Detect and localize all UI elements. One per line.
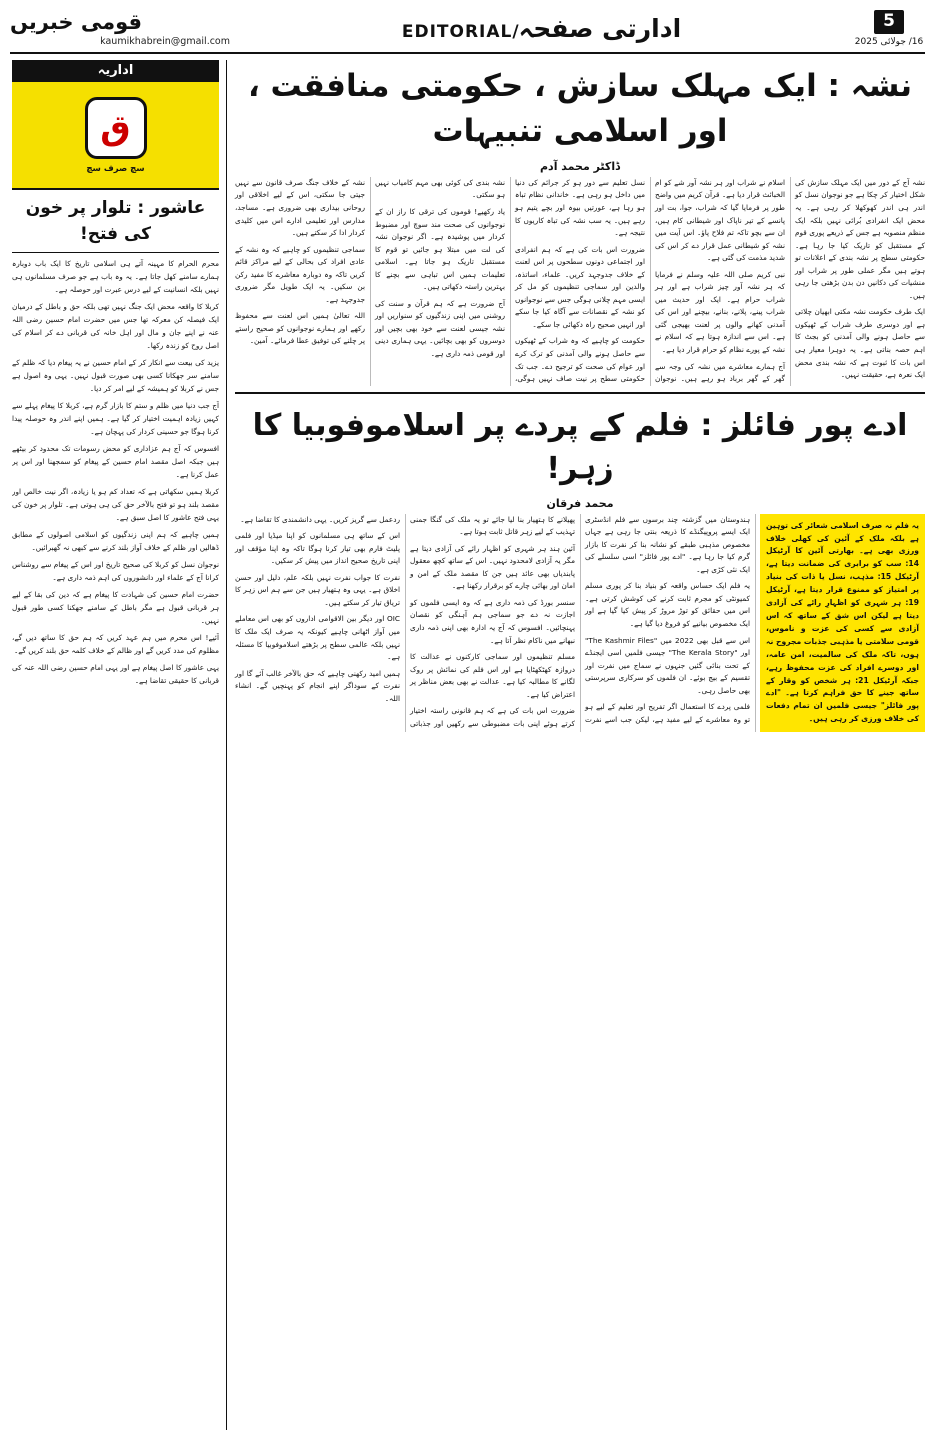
main-column xyxy=(235,60,925,1430)
masthead xyxy=(10,8,925,54)
paragraph: اسلام نے شراب اور ہر نشہ آور شے کو ام الخبائث قرار دیا ہے۔ قرآن کریم میں واضح طور پر فرمایا گیا کہ شراب، جوا، بت اور پانسے کے تیر ناپاک اور شیطانی کام ہیں، ان سے بچو تاکہ تم فلاح پاؤ۔ اس آیت میں نشہ کو شیطانی عمل قرار دے کر اس کی شدید مذمت کی گئی ہے۔ xyxy=(655,177,785,263)
page-number: 5 xyxy=(874,10,904,34)
section-title xyxy=(230,14,853,43)
paragraph: فلمی پردے کا استعمال اگر تفریح اور تعلیم کے لیے ہو تو وہ معاشرے کے لیے مفید ہے، لیکن جب اسے نفرت پھیلانے کا ہتھیار بنا لیا جائے تو یہ ملک کی گنگا جمنی تہذیب کے لیے زہر قاتل ثابت ہوتا ہے۔ xyxy=(410,514,750,724)
page-badge xyxy=(853,10,925,47)
page-body xyxy=(10,60,925,1430)
paragraph: حکومت کو چاہیے کہ وہ شراب کے ٹھیکوں سے حاصل ہونے والی آمدنی کو ترک کرے اور عوام کی صحت کو ترجیح دے۔ جب تک حکومتی سطح پر نیت صاف نہیں ہوگی، نشہ بندی کی کوئی بھی مہم کامیاب نہیں ہو سکتی۔ xyxy=(375,177,645,384)
paragraph: آئین ہند ہر شہری کو اظہار رائے کی آزادی دیتا ہے مگر یہ آزادی لامحدود نہیں۔ اس کے ساتھ کچھ معقول پابندیاں بھی عائد ہیں جن کا مقصد ملک کے امن و امان اور بھائی چارے کو برقرار رکھنا ہے۔ xyxy=(410,543,575,591)
paragraph: آج ضرورت ہے کہ ہم قرآن و سنت کی روشنی میں اپنی زندگیوں کو سنواریں اور نشہ جیسی لعنت سے خود بھی بچیں اور دوسروں کو بھی بچائیں۔ یہی ہماری دینی اور قومی ذمہ داری ہے۔ xyxy=(375,298,505,358)
paragraph: آج ہمارے معاشرے میں نشہ کی وجہ سے گھر کے گھر برباد ہو رہے ہیں۔ نوجوان نسل تعلیم سے دور ہو کر جرائم کی دنیا میں داخل ہو رہی ہے۔ خاندانی نظام تباہ ہو رہا ہے، عورتیں بیوہ اور بچے یتیم ہو رہے ہیں۔ یہ سب نشہ کی تباہ کاریوں کا نتیجہ ہے۔ xyxy=(515,177,785,384)
section-title-separator: / xyxy=(512,21,519,42)
paragraph: نشہ آج کے دور میں ایک مہلک سازش کی شکل اختیار کر چکا ہے جو نوجوان نسل کو اندر ہی اندر کھوکھلا کر رہی ہے۔ یہ محض ایک انفرادی بُرائی نہیں بلکہ ایک منظم منصوبہ ہے جس کے ذریعے پوری قوم کے مستقبل کو تاریک کیا جا رہا ہے۔ حکومتی سطح پر نشہ بندی کے اعلانات تو ہوتے ہیں مگر عملی طور پر شراب اور منشیات کی دکانیں دن بدن بڑھتی جا رہی ہیں۔ xyxy=(795,177,925,300)
paragraph: سماجی تنظیموں کو چاہیے کہ وہ نشہ کے عادی افراد کی بحالی کے لیے مراکز قائم کریں تاکہ وہ دوبارہ معاشرے کا مفید رکن بن سکیں۔ یہ ایک طویل مگر ضروری جدوجہد ہے۔ xyxy=(235,244,365,304)
editorial-column xyxy=(12,60,227,1430)
editorial-section-label: اداریہ xyxy=(12,60,219,82)
paragraph: یزید کی بیعت سے انکار کر کے امام حسین نے یہ پیغام دیا کہ ظلم کے سامنے سر جھکانا کسی بھی صورت قبول نہیں۔ یہی وہ اصول ہے جس نے کربلا کو ہمیشہ کے لیے امر کر دیا۔ xyxy=(12,357,219,393)
paragraph: ایک طرف حکومت نشہ مکتی ابھیان چلاتی ہے اور دوسری طرف شراب کے ٹھیکوں سے حاصل ہونے والی آمدنی کو بجٹ کا اہم حصہ بناتی ہے۔ یہ دوہرا معیار ہی اس بات کا ثبوت ہے کہ نشہ بندی محض ایک نعرہ ہے، حقیقت نہیں۔ xyxy=(795,307,925,380)
contact-email: kaumikhabrein@gmail.com xyxy=(100,35,230,47)
article-drugs-body xyxy=(235,177,925,386)
article-film-body xyxy=(235,514,925,733)
section-title-english: EDITORIAL xyxy=(401,21,513,42)
paragraph: آج جب دنیا میں ظلم و ستم کا بازار گرم ہے، کربلا کا پیغام پہلے سے کہیں زیادہ اہمیت اختیار کر گیا ہے۔ ہمیں اپنے اندر وہ حوصلہ پیدا کرنا ہوگا جو حسینی کردار کی پہچان ہے۔ xyxy=(12,400,219,436)
paragraph: افسوس کہ آج ہم عزاداری کو محض رسومات تک محدود کر بیٹھے ہیں جبکہ اصل مقصد امام حسین کے پیغام کو سمجھنا اور اس پر عمل کرنا ہے۔ xyxy=(12,443,219,479)
brand-name: قومی خبریں xyxy=(10,9,143,34)
paragraph: نوجوان نسل کو کربلا کی صحیح تاریخ اور اس کے پیغام سے روشناس کرانا آج کے علماء اور دانشوروں کی اہم ذمہ داری ہے۔ xyxy=(12,559,219,582)
brand-logo-letter: ق xyxy=(100,107,131,148)
article-film xyxy=(235,400,925,739)
paragraph: نفرت کا جواب نفرت نہیں بلکہ علم، دلیل اور حسن اخلاق ہے۔ یہی وہ ہتھیار ہیں جن سے ہم اس زہر کا تریاق تیار کر سکتے ہیں۔ xyxy=(235,572,400,607)
article-film-highlight-box: یہ فلم نہ صرف اسلامی شعائر کی توہین ہے بلکہ ملک کے آئین کی کھلی خلاف ورزی بھی ہے۔ بھارتی آئین کا آرٹیکل 14: سب کو برابری کی ضمانت دیتا ہے، آرٹیکل 15: مذہب، نسل یا ذات کی بنیاد پر امتیاز کو ممنوع قرار دیتا ہے، آرٹیکل 19: ہر شہری کو اظہارِ رائے کی آزادی دیتا ہے لیکن اس شق کے ساتھ کہ اس آزادی سے کسی کی عزت و ناموس، قومی سلامتی یا مذہبی جذبات مجروح نہ ہوں، تاکہ ملک کی سالمیت، امن عامہ، اور دوسرے افراد کی عزت محفوظ رہے، جبکہ آرٹیکل 21: ہر شخص کو وقار کے ساتھ جینے کا حق فراہم کرتا ہے۔ "ادے پور فائلز" جیسی فلمیں ان تمام دفعات کی خلاف ورزی کر رہی ہیں۔ xyxy=(760,514,925,733)
paragraph: کربلا ہمیں سکھاتی ہے کہ تعداد کم ہو یا زیادہ، اگر نیت خالص اور مقصد بلند ہو تو فتح بالآخر حق کی ہی ہوتی ہے۔ تلوار پر خون کی یہی فتح عاشور کا اصل سبق ہے۔ xyxy=(12,486,219,522)
paragraph: ضرورت اس بات کی ہے کہ ہم انفرادی اور اجتماعی دونوں سطحوں پر اس لعنت کے خلاف جدوجہد کریں۔ علماء، اساتذہ، والدین اور سماجی تنظیموں کو مل کر ایسی مہم چلانی ہوگی جس سے نوجوانوں کو نشہ کے نقصانات سے آگاہ کیا جا سکے اور انہیں صحیح راہ دکھائی جا سکے۔ xyxy=(515,244,645,329)
paragraph: سنسر بورڈ کی ذمہ داری ہے کہ وہ ایسی فلموں کو اجازت نہ دے جو سماجی ہم آہنگی کو نقصان پہنچائیں۔ افسوس کہ آج یہ ادارہ بھی اپنی ذمہ داری نبھانے میں ناکام نظر آتا ہے۔ xyxy=(410,597,575,645)
paragraph: ہمیں امید رکھنی چاہیے کہ حق بالآخر غالب آئے گا اور نفرت کے سوداگر اپنے انجام کو پہنچیں گے۔ انشاء اللہ۔ xyxy=(235,668,400,703)
publication-brand xyxy=(10,10,230,47)
paragraph: ضرورت اس بات کی ہے کہ ہم قانونی راستہ اختیار کرتے ہوئے اپنی بات مضبوطی سے رکھیں اور جذباتی ردعمل سے گریز کریں۔ یہی دانشمندی کا تقاضا ہے۔ xyxy=(240,514,575,728)
paragraph: کربلا کا واقعہ محض ایک جنگ نہیں تھی بلکہ حق و باطل کے درمیان ایک فیصلہ کن معرکہ تھا جس میں حضرت امام حسین رضی اللہ عنہ نے اپنے جان و مال اور اہل خانہ کی قربانی دے کر اسلام کی اصل روح کو زندہ رکھا۔ xyxy=(12,301,219,350)
brand-logo-icon xyxy=(85,97,147,159)
paragraph: OIC اور دیگر بین الاقوامی اداروں کو بھی اس معاملے میں آواز اٹھانی چاہیے کیونکہ یہ صرف ایک ملک کا نہیں بلکہ عالمی سطح پر بڑھتے اسلاموفوبیا کا مسئلہ ہے۔ xyxy=(235,614,400,662)
paragraph: اللہ تعالیٰ ہمیں اس لعنت سے محفوظ رکھے اور ہمارے نوجوانوں کو صحیح راستے پر چلنے کی توفیق عطا فرمائے۔ آمین۔ xyxy=(235,311,365,346)
article-drugs-byline: ڈاکٹر محمد آدم xyxy=(539,159,620,173)
editorial-headline: عاشور : تلوار پر خون کی فتح! xyxy=(12,190,219,253)
paragraph: یہی عاشور کا اصل پیغام ہے اور یہی امام حسین رضی اللہ عنہ کی قربانی کا حقیقی تقاضا ہے۔ xyxy=(12,662,219,685)
paragraph: آئیے! اس محرم میں ہم عہد کریں کہ ہم حق کا ساتھ دیں گے، مظلوم کی مدد کریں گے اور ظالم کے خلاف کلمہ حق بلند کریں گے۔ xyxy=(12,632,219,655)
paragraph: نبی کریم صلی اللہ علیہ وسلم نے فرمایا کہ ہر نشہ آور چیز شراب ہے اور ہر شراب حرام ہے۔ ایک اور حدیث میں شراب پینے، پلانے، بنانے، بیچنے اور اس کی آمدنی کھانے والوں پر لعنت بھیجی گئی ہے۔ اس سے اندازہ ہوتا ہے کہ اسلام نے نشہ کے پورے نظام کو حرام قرار دیا ہے۔ xyxy=(655,269,785,354)
paragraph: محرم الحرام کا مہینہ آتے ہی اسلامی تاریخ کا ایک باب دوبارہ ہمارے سامنے کھل جاتا ہے۔ یہ وہ باب ہے جو صرف مسلمانوں ہی نہیں بلکہ انسانیت کے لیے درس عبرت اور حوصلہ ہے۔ xyxy=(12,259,219,294)
paragraph: ہندوستان میں گزشتہ چند برسوں سے فلم انڈسٹری ایک ایسے پروپیگنڈے کا ذریعہ بنتی جا رہی ہے جہاں مخصوص مذہبی طبقے کو نشانہ بنا کر نفرت کا بازار گرم کیا جا رہا ہے۔ "ادے پور فائلز" اسی سلسلے کی ایک نئی کڑی ہے۔ xyxy=(585,514,750,574)
paragraph: نشہ کے خلاف جنگ صرف قانون سے نہیں جیتی جا سکتی، اس کے لیے اخلاقی اور روحانی بیداری بھی ضروری ہے۔ مساجد، مدارس اور تعلیمی ادارے اس میں کلیدی کردار ادا کر سکتے ہیں۔ xyxy=(235,177,365,238)
paragraph: اس سے قبل بھی 2022 میں "The Kashmir Files" اور "The Kerala Story" جیسی فلمیں اسی ایجنڈے کے تحت بنائی گئیں جنہوں نے سماج میں نفرت اور تقسیم کے بیج بوئے۔ ان فلموں کو سرکاری سرپرستی بھی حاصل رہی۔ xyxy=(585,635,751,695)
article-drugs-headline: نشہ : ایک مہلک سازش ، حکومتی منافقت ، اور اسلامی تنبیہات xyxy=(247,68,913,149)
issue-date: 16/ جولائی 2025 xyxy=(854,36,924,47)
paragraph: یاد رکھیے! قوموں کی ترقی کا راز ان کے نوجوانوں کی صحت مند سوچ اور مضبوط کردار میں پوشیدہ ہے۔ اگر نوجوان نشہ کی لت میں مبتلا ہو جائیں تو قوم کا مستقبل تاریک ہو جاتا ہے۔ اسلامی تعلیمات ہمیں اس تباہی سے بچنے کا بہترین راستہ دکھاتی ہیں۔ xyxy=(375,206,505,292)
article-film-headline: ادے پور فائلز : فلم کے پردے پر اسلاموفوبیا کا زہر! xyxy=(252,407,908,487)
article-drugs xyxy=(235,60,925,394)
paragraph: ہمیں چاہیے کہ ہم اپنی زندگیوں کو اسلامی اصولوں کے مطابق ڈھالیں اور ظلم کے خلاف آواز بلند کرنے سے کبھی نہ گھبرائیں۔ xyxy=(12,529,219,552)
paragraph: یہ فلم ایک حساس واقعہ کو بنیاد بنا کر پوری مسلم کمیونٹی کو مجرم ثابت کرنے کی کوشش کرتی ہے۔ اس میں حقائق کو توڑ مروڑ کر پیش کیا گیا ہے اور ایک مخصوص بیانیے کو فروغ دیا گیا ہے۔ xyxy=(585,581,750,628)
paragraph: حضرت امام حسین کی شہادت کا پیغام ہے کہ دین کی بقا کے لیے ہر قربانی قبول ہے مگر باطل کے سامنے جھکنا کسی طور قبول نہیں۔ xyxy=(12,589,219,625)
section-title-urdu: ادارتی صفحہ xyxy=(518,13,682,43)
article-film-byline: محمد فرقان xyxy=(546,496,614,510)
editorial-logo xyxy=(12,82,219,190)
paragraph: اس کے ساتھ ہی مسلمانوں کو اپنا میڈیا اور فلمی پلیٹ فارم بھی تیار کرنا ہوگا تاکہ وہ اپنا مؤقف اور اپنی تاریخ صحیح انداز میں پیش کر سکیں۔ xyxy=(235,531,400,566)
editorial-body xyxy=(12,253,219,1430)
brand-tagline: سچ صرف سچ xyxy=(86,163,145,174)
paragraph: مسلم تنظیموں اور سماجی کارکنوں نے عدالت کا دروازہ کھٹکھٹایا ہے اور اس فلم کی نمائش پر روک لگانے کا مطالبہ کیا ہے۔ عدالت نے بھی بعض مناظر پر اعتراض کیا ہے۔ xyxy=(410,652,575,699)
